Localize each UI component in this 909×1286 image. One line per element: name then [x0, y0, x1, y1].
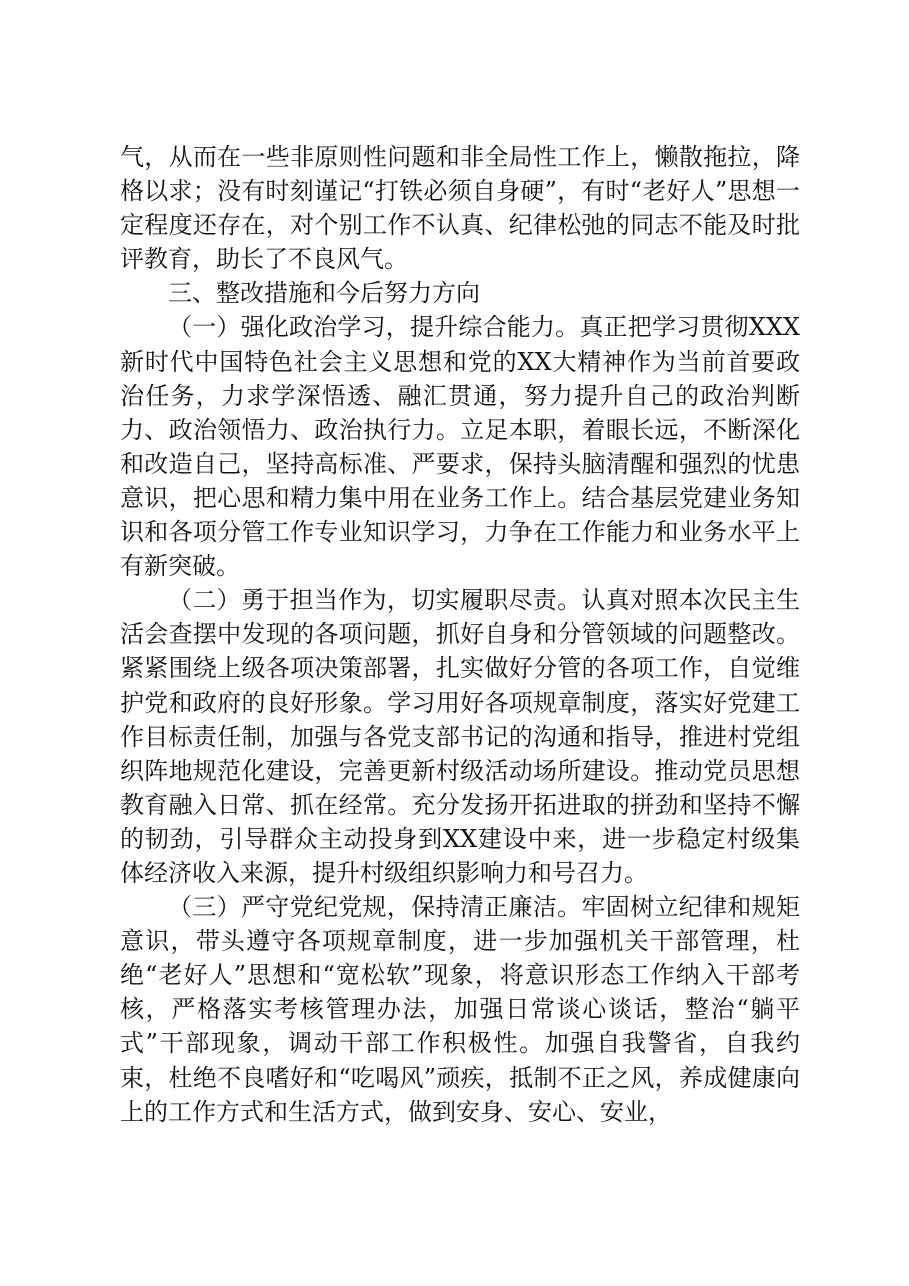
paragraph-continuation: 气，从而在一些非原则性问题和非全局性工作上，懒散拖拉，降格以求；没有时刻谨记“打铁必须自身硬”，有时“老好人”思想一定程度还存在，对个别工作不认真、纪律松弛的同志不能及时批评教育，助长了不良风气。	[120, 143, 800, 274]
section-heading: 三、整改措施和今后努力方向	[168, 279, 480, 308]
paragraph-measure-3: （三）严守党纪党规，保持清正廉洁。牢固树立纪律和规矩意识，带头遵守各项规章制度，进一步加强机关干部管理，杜绝“老好人”思想和“宽松软”现象，将意识形态工作纳入干部考核，严格落实考核管理办法，加强日常谈心谈话，整治“躺平式”干部现象，调动干部工作积极性。加强自我警省，自我约束，杜绝不良嗜好和“吃喝风”顽疾，抵制不正之风，养成健康向上的工作方式和生活方式，做到安身、安心、安业，	[120, 893, 800, 1126]
document-body	[120, 140, 800, 1129]
paragraph-measure-2: （二）勇于担当作为，切实履职尽责。认真对照本次民主生活会查摆中发现的各项问题，抓好自身和分管领域的问题整改。紧紧围绕上级各项决策部署，扎实做好分管的各项工作，自觉维护党和政府的良好形象。学习用好各项规章制度，落实好党建工作目标责任制，加强与各党支部书记的沟通和指导，推进村党组织阵地规范化建设，完善更新村级活动场所建设。推动党员思想教育融入日常、抓在经常。充分发扬开拓进取的拼劲和坚持不懈的韧劲，引导群众主动投身到XX建设中来，进一步稳定村级集体经济收入来源，提升村级组织影响力和号召力。	[120, 586, 800, 887]
paragraph-measure-1: （一）强化政治学习，提升综合能力。真正把学习贯彻XXX新时代中国特色社会主义思想和党的XX大精神作为当前首要政治任务，力求学深悟透、融汇贯通，努力提升自己的政治判断力、政治领悟力、政治执行力。立足本职，着眼长远，不断深化和改造自己，坚持高标准、严要求，保持头脑清醒和强烈的忧患意识，把心思和精力集中用在业务工作上。结合基层党建业务知识和各项分管工作专业知识学习，力争在工作能力和业务水平上有新突破。	[120, 313, 800, 581]
